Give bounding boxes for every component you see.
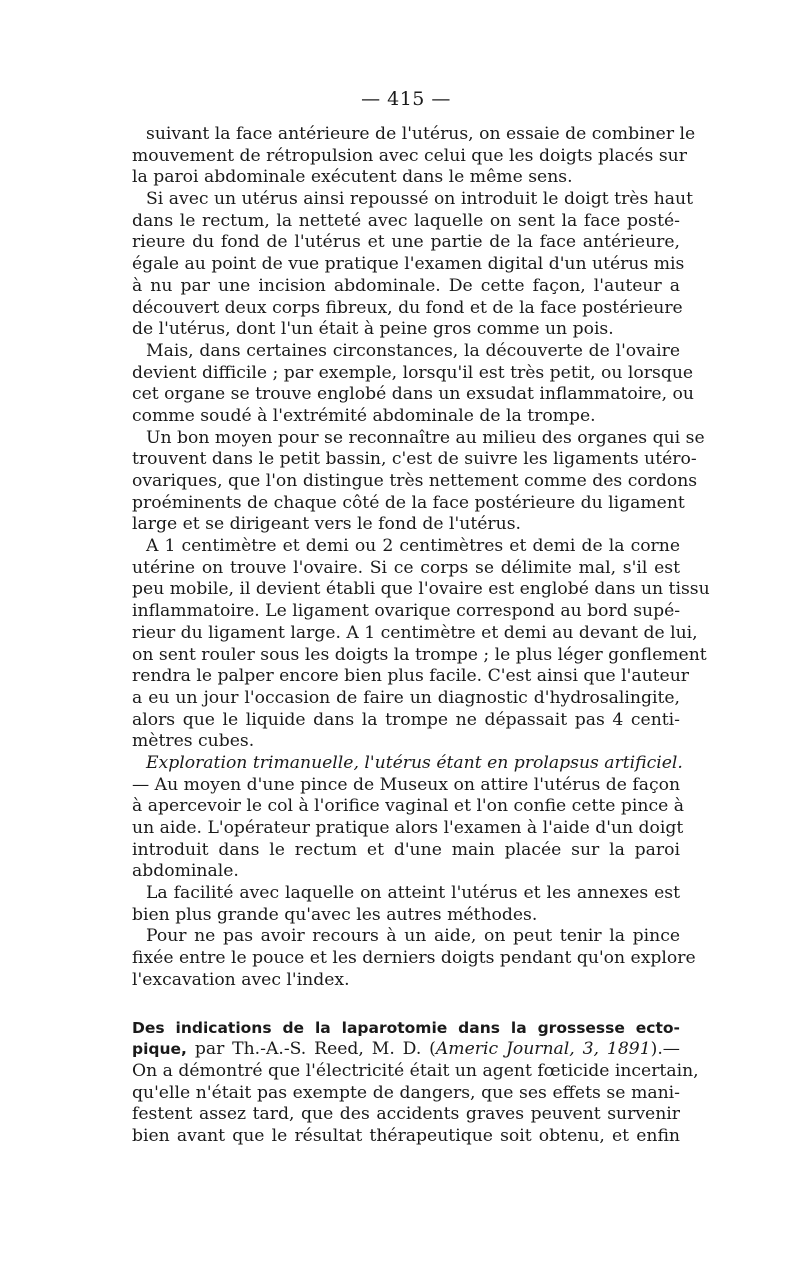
paragraph — [132, 189, 694, 341]
article-heading-line-2 — [132, 1039, 680, 1061]
text-line: à nu par une incision abdominale. De cette façon, l'auteur a — [132, 275, 680, 296]
text-line: a eu un jour l'occasion de faire un diagnostic d'hydrosalingite, — [132, 687, 680, 708]
page-number: — 415 — — [361, 88, 451, 110]
text-line: bien plus grande qu'avec les autres méthodes. — [132, 904, 538, 925]
text-body — [132, 124, 710, 992]
article-author: par Th.-A.-S. Reed, M. D. ( — [186, 1039, 436, 1060]
text-line: festent assez tard, que des accidents graves peuvent survenir — [132, 1104, 680, 1125]
paragraph — [132, 427, 705, 536]
text-line: La facilité avec laquelle on atteint l'utérus et les annexes est — [146, 883, 680, 904]
article-heading-line-1 — [132, 1018, 680, 1040]
text-line: ovariques, que l'on distingue très nettement comme des cordons — [132, 471, 698, 491]
article-heading-bold: Des indications de la laparotomie dans la grossesse ecto- — [132, 1018, 680, 1037]
text-line: comme soudé à l'extrémité abdominale de la trompe. — [132, 405, 596, 426]
text-line: à apercevoir le col à l'orifice vaginal et l'on confie cette pince à — [132, 796, 685, 817]
text-line: devient difficile ; par exemple, lorsqu'il est très petit, ou lorsque — [132, 362, 694, 383]
text-line: la paroi abdominale exécutent dans le même sens. — [132, 167, 573, 188]
text-line: utérine on trouve l'ovaire. Si ce corps se délimite mal, s'il est — [132, 557, 680, 578]
text-line: mouvement de rétropulsion avec celui que les doigts placés sur — [132, 145, 687, 166]
paragraph-title: Exploration trimanuelle, l'utérus étant en prolapsus artificiel. — [146, 752, 683, 773]
text-line: de l'utérus, dont l'un était à peine gros comme un pois. — [132, 319, 614, 340]
text-line: peu mobile, il devient établi que l'ovaire est englobé dans un tissu — [132, 579, 710, 600]
text-line: proéminents de chaque côté de la face postérieure du ligament — [132, 492, 685, 513]
text-line: cet organe se trouve englobé dans un exsudat inflammatoire, ou — [132, 384, 694, 405]
text-line: introduit dans le rectum et d'une main placée sur la paroi — [132, 839, 680, 860]
text-line: Si avec un utérus ainsi repoussé on introduit le doigt très haut — [146, 189, 694, 210]
text-line: Un bon moyen pour se reconnaître au milieu des organes qui se — [146, 427, 705, 448]
paragraph — [132, 752, 685, 883]
text-line: abdominale. — [132, 861, 239, 882]
text-line: alors que le liquide dans la trompe ne dépassait pas 4 centi- — [132, 709, 680, 730]
text-line: découvert deux corps fibreux, du fond et de la face postérieure — [132, 297, 683, 318]
paragraph — [132, 536, 710, 753]
article-section — [132, 1018, 699, 1148]
page-body — [132, 88, 710, 1148]
text-line: rendra le palper encore bien plus facile. C'est ainsi que l'auteur — [132, 666, 690, 687]
text-line: On a démontré que l'électricité était un agent fœticide incertain, — [132, 1060, 699, 1081]
text-line: — Au moyen d'une pince de Museux on attire l'utérus de façon — [132, 774, 681, 795]
article-text — [132, 1060, 699, 1148]
paragraph — [132, 124, 696, 189]
article-journal: Americ Journal, 3, 1891 — [435, 1039, 651, 1060]
text-line: bien avant que le résultat thérapeutique soit obtenu, et enfin — [132, 1125, 680, 1146]
text-line: suivant la face antérieure de l'utérus, on essaie de combiner le — [146, 124, 696, 144]
section-gap — [132, 992, 680, 1018]
article-heading-bold-end: pique, — [132, 1040, 187, 1059]
text-line: dans le rectum, la netteté avec laquelle on sent la face posté- — [132, 210, 680, 231]
paragraph — [132, 883, 680, 926]
paragraph — [132, 340, 694, 428]
text-line: on sent rouler sous les doigts la trompe ; le plus léger gonflement — [132, 644, 707, 665]
text-line: large et se dirigeant vers le fond de l'utérus. — [132, 514, 522, 535]
text-line: Pour ne pas avoir recours à un aide, on peut tenir la pince — [146, 926, 680, 947]
text-line: qu'elle n'était pas exempte de dangers, que ses effets se mani- — [132, 1082, 680, 1103]
text-line: rieur du ligament large. A 1 centimètre et demi au devant de lui, — [132, 622, 698, 643]
text-line: Mais, dans certaines circonstances, la découverte de l'ovaire — [146, 340, 680, 361]
paragraph — [132, 926, 696, 991]
text-line: inflammatoire. Le ligament ovarique correspond au bord supé- — [132, 601, 681, 622]
text-line: trouvent dans le petit bassin, c'est de suivre les ligaments utéro- — [132, 449, 697, 470]
text-line: A 1 centimètre et demi ou 2 centimètres et demi de la corne — [146, 536, 680, 557]
text-line: un aide. L'opérateur pratique alors l'examen à l'aide d'un doigt — [132, 818, 684, 838]
text-line: fixée entre le pouce et les derniers doigts pendant qu'on explore — [132, 948, 696, 969]
text-line: égale au point de vue pratique l'examen digital d'un utérus mis — [132, 254, 685, 275]
article-journal-close: ).— — [650, 1039, 680, 1060]
text-line: l'excavation avec l'index. — [132, 969, 350, 990]
text-line: rieure du fond de l'utérus et une partie de la face antérieure, — [132, 232, 680, 253]
text-line: mètres cubes. — [132, 731, 255, 752]
